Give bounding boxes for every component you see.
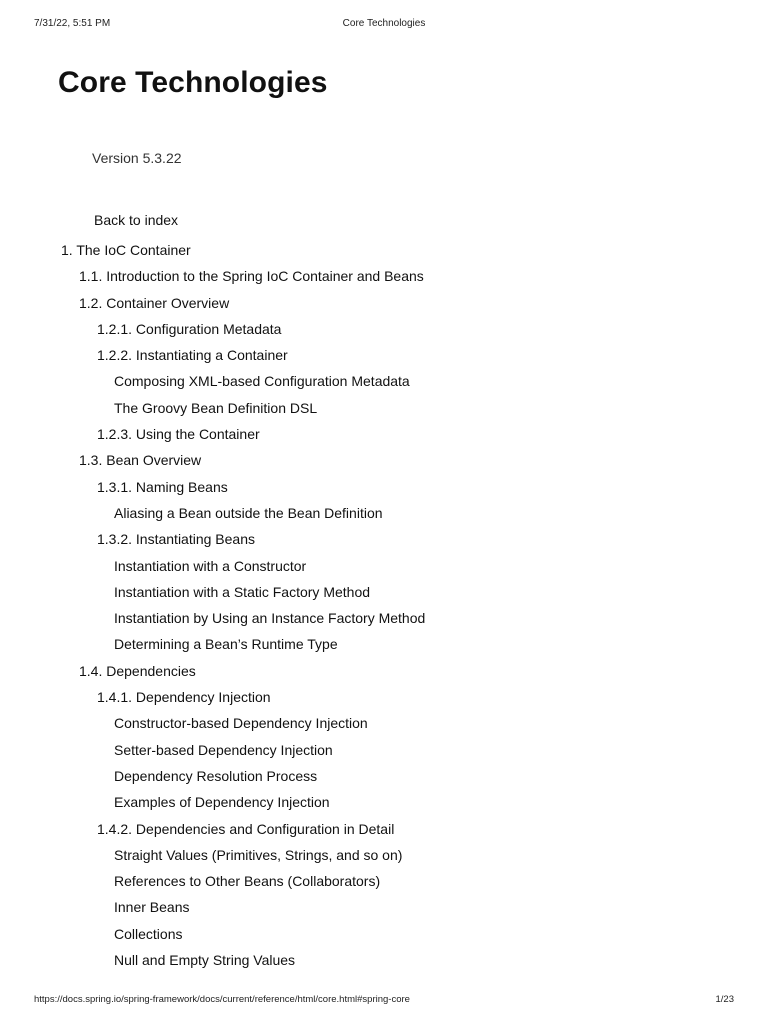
print-header	[34, 18, 734, 30]
toc-link[interactable]: Determining a Bean’s Runtime Type	[114, 636, 338, 653]
toc-link[interactable]: 1.1. Introduction to the Spring IoC Container and Beans	[79, 268, 424, 285]
back-to-index-link[interactable]: Back to index	[94, 212, 179, 228]
table-of-contents	[0, 240, 768, 976]
toc-link[interactable]: 1.2.1. Configuration Metadata	[97, 320, 282, 337]
toc-link[interactable]: Constructor-based Dependency Injection	[114, 715, 368, 732]
toc-link[interactable]: Examples of Dependency Injection	[114, 794, 330, 811]
toc-link[interactable]: References to Other Beans (Collaborators)	[114, 873, 381, 890]
toc-link[interactable]: 1.2. Container Overview	[79, 294, 230, 311]
print-datetime: 7/31/22, 5:51 PM	[34, 18, 111, 29]
toc-link[interactable]: Instantiation with a Static Factory Method	[114, 583, 371, 600]
toc-link[interactable]: Instantiation with a Constructor	[114, 557, 307, 574]
toc-link[interactable]: Instantiation by Using an Instance Factory Method	[114, 610, 426, 627]
toc-link[interactable]: Null and Empty String Values	[114, 952, 296, 969]
toc-link[interactable]: 1.3. Bean Overview	[79, 452, 202, 469]
page-number: 1/23	[715, 994, 734, 1005]
toc-link[interactable]: 1.3.1. Naming Beans	[97, 478, 228, 495]
page-url: https://docs.spring.io/spring-framework/docs/current/reference/html/core.html#spring-core	[34, 994, 410, 1005]
toc-link[interactable]: 1.2.2. Instantiating a Container	[97, 347, 288, 364]
toc-link[interactable]: Aliasing a Bean outside the Bean Definition	[114, 504, 383, 521]
toc-link[interactable]: 1. The IoC Container	[61, 242, 191, 258]
toc-link[interactable]: 1.3.2. Instantiating Beans	[97, 531, 255, 548]
toc-link[interactable]: 1.4.2. Dependencies and Configuration in Detail	[97, 820, 395, 837]
toc-link[interactable]: The Groovy Bean Definition DSL	[114, 399, 318, 416]
toc-link[interactable]: 1.2.3. Using the Container	[97, 426, 260, 443]
toc-link[interactable]: Setter-based Dependency Injection	[114, 741, 333, 758]
toc-link[interactable]: 1.4. Dependencies	[79, 662, 196, 679]
toc-link[interactable]: Inner Beans	[114, 899, 190, 916]
version-label: Version 5.3.22	[92, 150, 182, 166]
print-footer	[34, 994, 734, 1006]
page-title: Core Technologies	[58, 66, 328, 99]
toc-link[interactable]: Dependency Resolution Process	[114, 767, 318, 784]
toc-link[interactable]: Composing XML-based Configuration Metadata	[114, 373, 410, 390]
toc-link[interactable]: Collections	[114, 925, 183, 942]
toc-link[interactable]: Straight Values (Primitives, Strings, and so on)	[114, 846, 403, 863]
toc-link[interactable]: 1.4.1. Dependency Injection	[97, 689, 271, 706]
print-doc-title: Core Technologies	[342, 18, 426, 29]
